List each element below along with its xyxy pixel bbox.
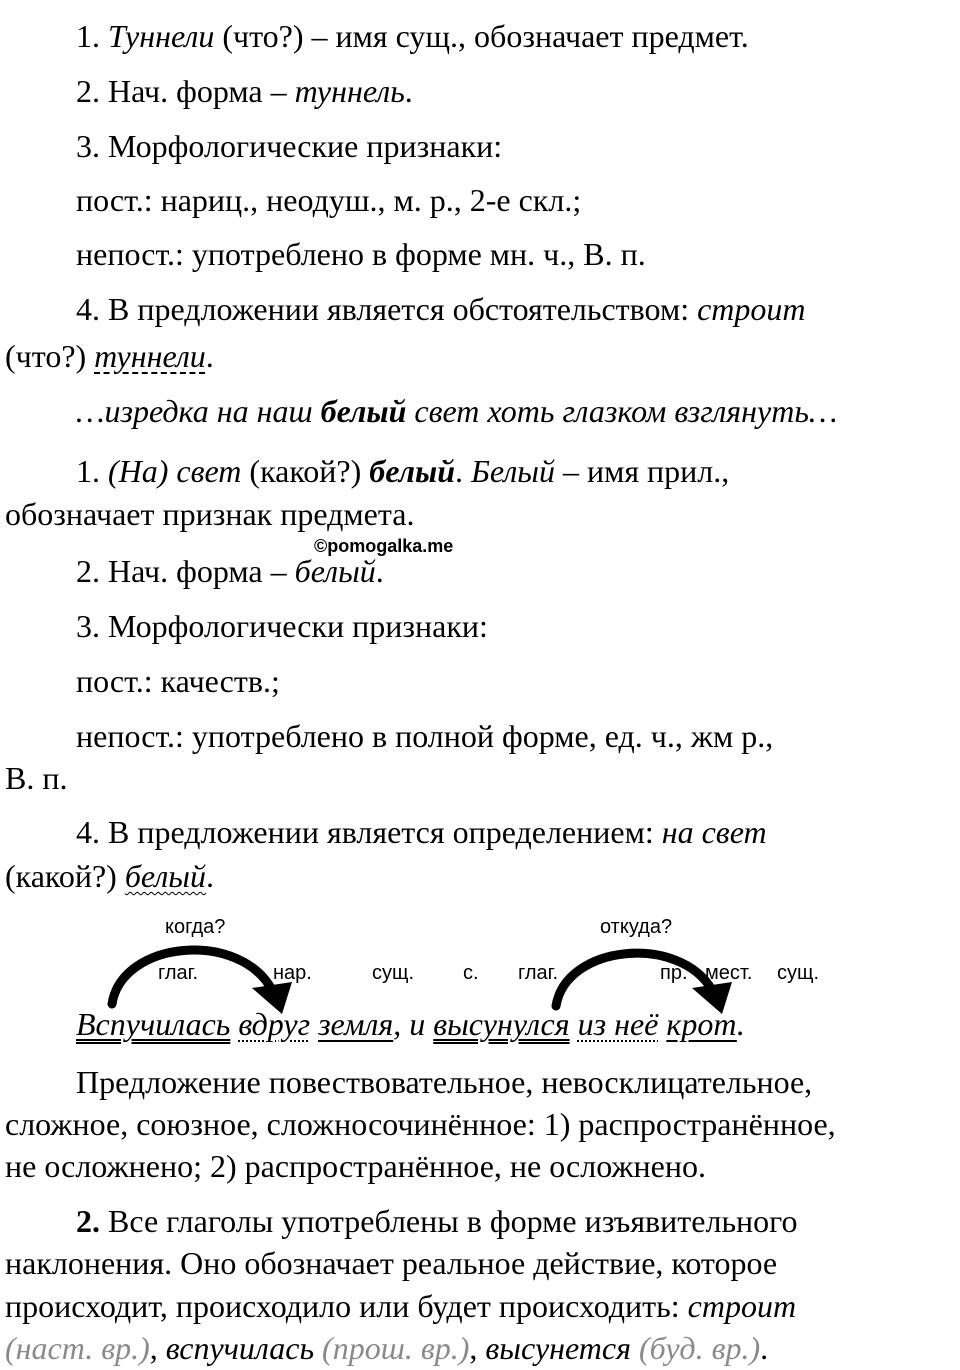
task-number: 2.	[76, 1203, 100, 1239]
text: .	[736, 1006, 745, 1042]
text: (что?)	[5, 338, 95, 374]
line-6	[76, 289, 806, 329]
text: .	[205, 858, 214, 894]
pos-label: пр.	[660, 962, 688, 984]
text: строит	[697, 291, 806, 327]
subject-word: земля	[318, 1006, 394, 1042]
bold-word: белый	[369, 453, 456, 489]
arrow-curve	[112, 950, 272, 1004]
text: Белый	[471, 453, 555, 489]
text: вспучилась	[165, 1330, 315, 1366]
text: строит	[687, 1288, 797, 1324]
text: – имя прил.,	[554, 453, 730, 489]
line-14: непост.: употреблено в полной форме, ед. ч., жм р.,	[76, 718, 774, 754]
tense-note: (буд. вр.)	[638, 1330, 761, 1366]
line-17	[5, 856, 214, 896]
adverbial-word: из неё	[577, 1006, 659, 1042]
line-7	[5, 336, 214, 376]
pos-label: глаг.	[158, 962, 199, 984]
text: .	[205, 338, 214, 374]
line-22	[76, 1201, 797, 1241]
underlined-word: белый	[124, 858, 206, 894]
arrow-curve	[556, 953, 712, 1006]
pos-label: сущ.	[777, 962, 820, 984]
text: 1.	[76, 453, 108, 489]
underlined-word: туннели	[94, 338, 206, 374]
text: свет хоть глазком взглянуть…	[406, 393, 838, 429]
text: Туннели	[108, 18, 215, 54]
text: на свет	[661, 814, 767, 850]
pos-label: сущ.	[372, 962, 415, 984]
text: ,	[469, 1330, 486, 1366]
line-15: В. п.	[5, 760, 68, 796]
line-23: наклонения. Оно обозначает реальное действие, которое	[5, 1245, 778, 1281]
text: (что?) – имя сущ., обозначает предмет.	[214, 18, 749, 54]
line-21: не осложнено; 2) распространённое, не осложнено.	[5, 1148, 706, 1184]
line-4: пост.: нариц., неодуш., м. р., 2-е скл.;	[76, 182, 582, 218]
text: …изредка на наш	[76, 393, 321, 429]
watermark: ©pomogalka.me	[314, 536, 454, 556]
line-13: пост.: качеств.;	[76, 663, 280, 699]
tense-note: (наст. вр.)	[5, 1330, 150, 1366]
dependency-arrows	[0, 900, 960, 1020]
question-label: когда?	[165, 916, 226, 938]
text: 4. В предложении является определением:	[76, 814, 662, 850]
text: .	[375, 553, 384, 589]
predicate-word: высунулся	[433, 1006, 570, 1042]
line-1	[76, 16, 749, 56]
text: .	[455, 453, 472, 489]
text: высунется	[485, 1330, 631, 1366]
text: .	[404, 73, 413, 109]
line-11	[76, 551, 384, 591]
text: белый	[294, 553, 376, 589]
line-3: 3. Морфологические признаки:	[76, 128, 503, 164]
quote-line	[76, 391, 837, 431]
line-2	[76, 71, 413, 111]
pos-label: мест.	[705, 962, 753, 984]
text: (На) свет	[108, 453, 242, 489]
text: , и	[393, 1006, 434, 1042]
text: .	[760, 1330, 769, 1366]
line-16	[76, 812, 767, 852]
text: туннель	[294, 73, 405, 109]
text: (какой?)	[5, 858, 125, 894]
text: ,	[149, 1330, 166, 1366]
text	[314, 1330, 322, 1366]
text: (какой?)	[241, 453, 370, 489]
pos-label: глаг.	[518, 962, 559, 984]
text	[631, 1330, 639, 1366]
text: 2. Нач. форма –	[76, 73, 295, 109]
text: Все глаголы употреблены в форме изъявительного	[100, 1203, 798, 1239]
text: 4. В предложении является обстоятельством:	[76, 291, 698, 327]
pos-label: с.	[463, 962, 479, 984]
line-25	[5, 1328, 768, 1368]
line-19: Предложение повествовательное, невосклицательное,	[76, 1064, 813, 1100]
analyzed-sentence	[76, 1004, 745, 1044]
text: 2. Нач. форма –	[76, 553, 295, 589]
line-9	[76, 451, 729, 491]
subject-word: крот	[666, 1006, 737, 1042]
pos-label: нар.	[273, 962, 312, 984]
tense-note: (прош. вр.)	[322, 1330, 470, 1366]
text: 1.	[76, 18, 108, 54]
line-5: непост.: употреблено в форме мн. ч., В. п.	[76, 236, 646, 272]
adverbial-word: вдруг	[238, 1006, 311, 1042]
bold-word: белый	[320, 393, 407, 429]
line-20: сложное, союзное, сложносочинённое: 1) распространённое,	[5, 1106, 836, 1142]
line-12: 3. Морфологически признаки:	[76, 608, 488, 644]
predicate-word: Вспучилась	[76, 1006, 231, 1042]
line-24	[5, 1286, 796, 1326]
text: происходит, происходило или будет происходить:	[5, 1288, 688, 1324]
line-10: обозначает признак предмета.	[5, 496, 415, 532]
question-label: откуда?	[600, 916, 673, 938]
